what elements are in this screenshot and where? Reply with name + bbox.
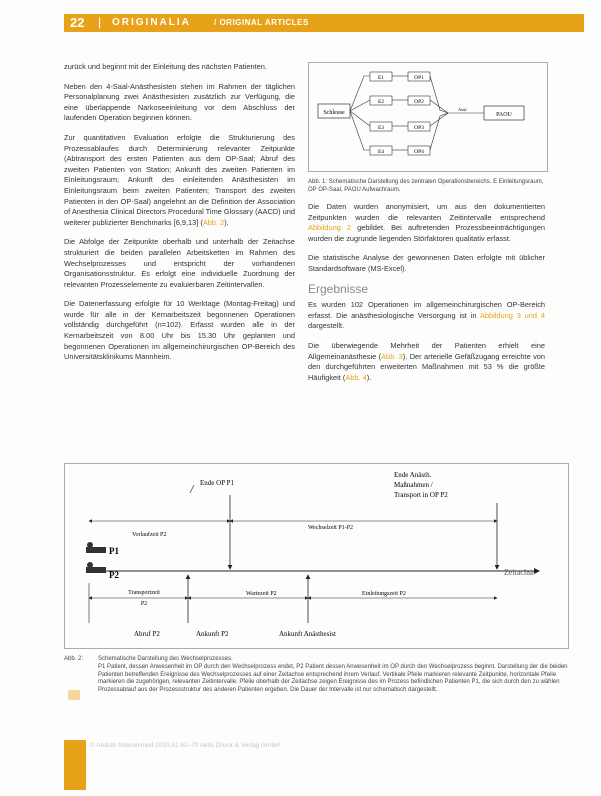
- paragraph: Die Abfolge der Zeitpunkte oberhalb und unterhalb der Zeitachse strukturiert die beiden parallelen Arbeitsketten im Rahmen des Wechselprozesses und entspricht der vorhandenen Organisationsstruktur. Es erfolgt eine individuelle Zuordnung der relevanten Prozesselemente zu evaluierbaren Zeitintervallen.: [64, 237, 295, 289]
- caption-label: Abb. 2:: [64, 656, 84, 662]
- page-number: 22: [70, 15, 85, 30]
- figure-2-diagram: [64, 463, 569, 649]
- paou-label: PAOU: [496, 112, 512, 118]
- op3-label: OP3: [414, 125, 424, 131]
- figure-2-frame: [65, 464, 569, 649]
- ende-op-label: Ende OP P1: [200, 479, 234, 487]
- figure-reference-link[interactable]: Abb. 3: [381, 351, 403, 361]
- abruf-label: Abruf P2: [134, 630, 160, 638]
- schleuse-label: Schleuse: [323, 110, 345, 116]
- paragraph: Neben den 4-Saal-Anästhesisten stehen im Rahmen der täglichen Personalplanung zwei Anästhesisten zusätzlich zur Verfügung, die eine überlappende Narkoseeinleitung vor dem Abschluss der laufenden Operation beginnen können.: [64, 81, 295, 123]
- right-column: [308, 202, 545, 392]
- op2-label: OP2: [414, 99, 424, 105]
- transportzeit-label-1: Transportzeit: [128, 590, 160, 596]
- zeitachse-label: Zeitachse: [504, 568, 535, 577]
- vorlaufzeit-label: Vorlaufzeit P2: [132, 532, 167, 538]
- bed-icon-p2: [86, 562, 106, 573]
- paragraph: Es wurden 102 Operationen im allgemeinchirurgischen OP-Bereich erfasst. Die anästhesiologische Versorgung ist in Abbildung 3 und 4 dargestellt.: [308, 300, 545, 331]
- einleitungszeit-label: Einleitungszeit P2: [362, 591, 406, 597]
- decorative-mark: [68, 690, 80, 700]
- op-boxes: [408, 72, 430, 155]
- footer-text: © Anästh Intensivmed 2010;51:62–70 Aktiv Druck & Verlag GmbH: [90, 742, 280, 749]
- op1-label: OP1: [414, 75, 424, 81]
- e-boxes: [370, 72, 392, 155]
- paragraph: Die statistische Analyse der gewonnenen Daten erfolgte mit üblicher Standardsoftware (MS-Excel).: [308, 253, 545, 273]
- left-column: [64, 62, 295, 372]
- p1-label: P1: [109, 546, 119, 556]
- wechselzeit-label: Wechselzeit P1-P2: [308, 525, 354, 531]
- header-separator: |: [98, 15, 102, 29]
- footer-accent-bar: [64, 740, 86, 790]
- figure-reference-link[interactable]: Abb. 2: [202, 217, 225, 227]
- top-right-label-3: Transport in OP P2: [394, 491, 448, 499]
- top-right-label-1: Ende Anästh.: [394, 471, 432, 479]
- transportzeit-label-2: P2: [140, 601, 148, 607]
- figure-reference-link[interactable]: Abb. 4: [345, 372, 367, 382]
- paragraph: zurück und beginnt mit der Einleitung des nächsten Patienten.: [64, 62, 267, 71]
- ankunft-anaesth-label: Ankunft Anästhesist: [279, 630, 336, 638]
- e2-label: E2: [377, 99, 385, 105]
- paragraph: Zur quantitativen Evaluation erfolgte die Strukturierung des Prozessablaufes durch Determinierung relevanter Zeitpunkte (Abtransport des ersten Patienten aus dem OP-Saal; Abruf des zweiten Patienten von Station; Ankunft des zweiten Patienten im Einleitungsraum; Ankunft des einleitenden Anästhesisten im Einleitungsraum beim zweiten Patienten; Transport des zweiten Patienten in den OP-Saal) angelehnt an die Definition der Association of Anesthesia Clinical Directors Procedural Time Glossary (AACD) und weiterer publizierter Benchmarks [6,9,13] (Abb. 2).: [64, 132, 295, 227]
- figure-1-connectors: [350, 76, 484, 150]
- caption-text: Schematische Darstellung des zentralen Operationsbereichs. E Einleitungsraum, OP OP-Saal, PAOU Aufwachraum.: [308, 179, 544, 193]
- op4-label: OP4: [414, 149, 424, 155]
- e4-label: E4: [377, 149, 385, 155]
- e3-label: E3: [377, 125, 385, 131]
- paragraph: Die Datenerfassung erfolgte für 10 Werktage (Montag-Freitag) und wurde für alle in der Kernarbeitszeit begonnenen Operationen vollständig durchgeführt (n=102). Erfasst wurden alle in der Kernarbeitszeit von 8.00 Uhr bis 15.30 Uhr geplanten und begonnenen Operationen im allgemeinchirurgischen OP-Bereich des Universitätsklinikums Mannheim.: [64, 299, 295, 362]
- section-heading: Ergebnisse: [308, 281, 369, 296]
- subsection-title: / ORIGINAL ARTICLES: [214, 18, 309, 27]
- paragraph: Die überwiegende Mehrheit der Patienten erhielt eine Allgemeinanästhesie (Abb. 3). Der arterielle Gefäßzugang erreichte von den durchgeführten erweiterten Maßnahmen mit 53 % die größte Häufigkeit (Abb. 4).: [308, 340, 545, 382]
- ausleitung-label: Ausl.: [458, 107, 468, 112]
- top-right-label-2: Maßnahmen /: [394, 481, 433, 489]
- figure-1-diagram: [308, 62, 548, 172]
- figure-1-caption: [308, 178, 548, 194]
- p2-label: P2: [109, 570, 119, 580]
- bed-icon-p1: [86, 542, 106, 553]
- figure-2-caption: [64, 656, 574, 695]
- figure-reference-link[interactable]: Abbildung 2: [308, 223, 352, 233]
- e1-label: E1: [377, 75, 385, 81]
- caption-line: Schematische Darstellung des Wechselprozesses.: [98, 656, 233, 662]
- figure-reference-link[interactable]: Abbildung 3 und 4: [479, 310, 545, 320]
- ankunft-label: Ankunft P2: [196, 630, 229, 638]
- paragraph: Die Daten wurden anonymisiert, um aus den dokumentierten Zeitpunkten wurden die relevanten Zeitintervalle entsprechend Abbildung 2 gebildet. Bei auftretenden Prozessbeeinträchtigungen wurden die zugrunde liegenden Störfaktoren qualitativ erfasst.: [308, 202, 545, 243]
- caption-line: P1 Patient, dessen Anwesenheit im OP durch den Wechselprozess endet, P2 Patient dessen Anwesenheit im OP durch den Wechselprozess beginnt. Darstellung der die beiden Patienten betreffenden Ereignisse des Wechselprozesses auf einer Zeitachse entsprechend ihrem Verlauf. Vertikale Pfeile markieren relevante Zeitpunkte, horizontale Pfeile markieren die zugehörigen, relevanten Zeitintervalle. Pfeile oberhalb der Zeitachse zeigen Ereignisse des im Prozess befindlichen Patienten P1, die sich durch den zu wählen Prozessablauf aus der Prozessstruktur des anderen Patienten ergeben. Die Dauer der Intervalle ist nur schematisch dargestellt.: [98, 663, 568, 694]
- ende-op-pointer: [190, 485, 194, 493]
- header-bar: [64, 14, 584, 32]
- section-title: ORIGINALIA: [112, 17, 191, 28]
- caption-label: Abb. 1:: [308, 179, 328, 185]
- wartezeit-label: Wartezeit P2: [246, 591, 277, 597]
